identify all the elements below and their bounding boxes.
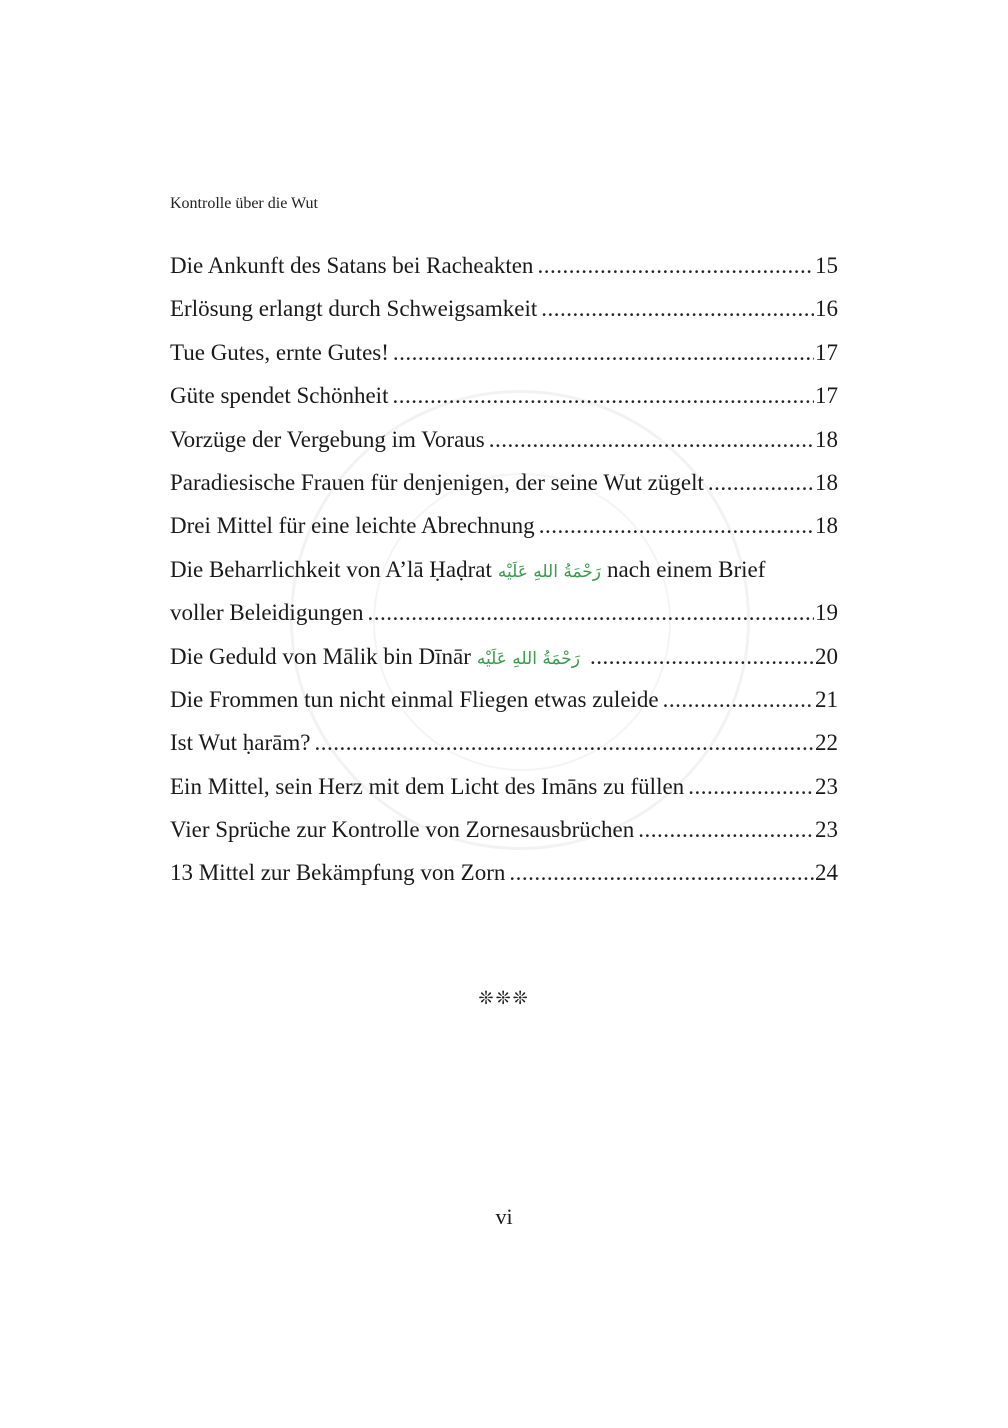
- toc-entry-title-continued: nach einem Brief: [607, 556, 766, 582]
- toc-entry[interactable]: [170, 287, 838, 330]
- dot-leader: [489, 418, 814, 461]
- toc-entry-page: 23: [815, 817, 838, 843]
- toc-entry[interactable]: [170, 851, 838, 894]
- running-header: Kontrolle über die Wut: [170, 195, 318, 212]
- toc-entry-title: Ein Mittel, sein Herz mit dem Licht des Imāns zu füllen: [170, 773, 685, 799]
- toc-entry[interactable]: [170, 331, 838, 374]
- toc-entry-title: Drei Mittel für eine leichte Abrechnung: [170, 513, 535, 539]
- toc-entry-page: 22: [815, 730, 838, 756]
- toc-entry-page: 16: [815, 296, 838, 322]
- toc-entry-page: 19: [815, 600, 838, 626]
- toc-entry[interactable]: [170, 461, 838, 504]
- toc-entry-title: Vier Sprüche zur Kontrolle von Zornesausbrüchen: [170, 817, 635, 843]
- toc-entry-page: 23: [815, 773, 838, 799]
- toc-entry-title: Erlösung erlangt durch Schweigsamkeit: [170, 296, 538, 322]
- toc-entry[interactable]: [170, 374, 838, 417]
- dot-leader: [688, 765, 814, 808]
- toc-entry-title: 13 Mittel zur Bekämpfung von Zorn: [170, 860, 506, 886]
- dot-leader: [708, 461, 814, 504]
- toc-entry[interactable]: [170, 418, 838, 461]
- dot-leader: [541, 287, 814, 330]
- toc-entry-page: 21: [815, 686, 838, 712]
- toc-entry-title: Die Ankunft des Satans bei Racheakten: [170, 253, 534, 278]
- arabic-honorific: رَحْمَةُ اللهِ عَلَيْه: [497, 561, 602, 582]
- toc-entry-title: Die Geduld von Mālik bin Dīnār: [170, 643, 471, 669]
- toc-entry-page: 24: [815, 860, 838, 886]
- toc-entry-page: 18: [815, 513, 838, 539]
- dot-leader: [509, 851, 814, 894]
- dot-leader: [393, 331, 814, 374]
- toc-entry-title: Die Frommen tun nicht einmal Fliegen etwas zuleide: [170, 686, 659, 712]
- dot-leader: [314, 721, 814, 764]
- arabic-honorific: رَحْمَةُ اللهِ عَلَيْه: [476, 648, 581, 669]
- toc-entry-title-line2: voller Beleidigungen: [170, 600, 364, 626]
- toc-entry[interactable]: [170, 721, 838, 764]
- toc-entry[interactable]: [170, 635, 838, 678]
- toc-entry-page: 17: [815, 383, 838, 409]
- dot-leader: [368, 591, 814, 634]
- toc-entry-title: Die Beharrlichkeit von A’lā Ḥaḍrat: [170, 556, 492, 582]
- toc-entry[interactable]: [170, 504, 838, 547]
- dot-leader: [590, 635, 814, 678]
- toc-entry-title: Güte spendet Schönheit: [170, 383, 389, 409]
- toc-entry-page: 17: [815, 339, 838, 365]
- table-of-contents: [170, 244, 838, 895]
- dot-leader: [392, 374, 814, 417]
- toc-entry[interactable]: [170, 244, 838, 287]
- toc-entry-page: 18: [815, 469, 838, 495]
- dot-leader: [663, 678, 814, 721]
- dot-leader: [539, 504, 814, 547]
- toc-entry-title: Tue Gutes, ernte Gutes!: [170, 339, 389, 365]
- toc-entry-title: Ist Wut ḥarām?: [170, 730, 311, 756]
- toc-entry-page: 20: [815, 643, 838, 669]
- toc-entry-page: 15: [815, 253, 838, 278]
- toc-entry[interactable]: [170, 808, 838, 851]
- toc-entry[interactable]: [170, 678, 838, 721]
- toc-entry-title: Vorzüge der Vergebung im Voraus: [170, 426, 485, 452]
- page-number: vi: [495, 1204, 513, 1229]
- dot-leader: [537, 244, 814, 287]
- dot-leader: [638, 808, 814, 851]
- toc-entry[interactable]: [170, 765, 838, 808]
- toc-entry-page: 18: [815, 426, 838, 452]
- toc-entry-title: Paradiesische Frauen für denjenigen, der seine Wut zügelt: [170, 469, 704, 495]
- section-end-ornament: ❊❊❊: [478, 988, 530, 1009]
- toc-entry[interactable]: [170, 548, 838, 635]
